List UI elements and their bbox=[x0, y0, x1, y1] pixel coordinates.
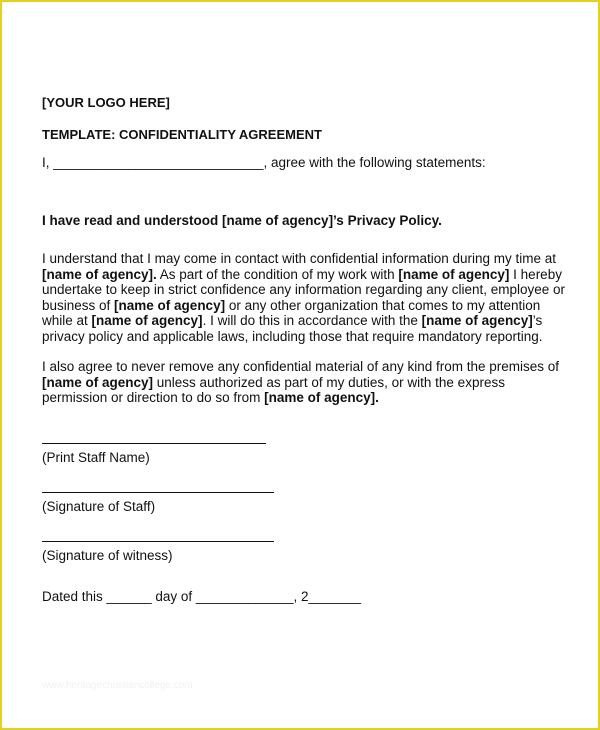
para1-text-5: . I will do this in accordance with the bbox=[202, 313, 422, 328]
signature-staff bbox=[42, 491, 572, 514]
signature-line[interactable] bbox=[42, 491, 274, 493]
para2-agency-2: [name of agency]. bbox=[264, 390, 379, 405]
signature-line[interactable] bbox=[42, 442, 266, 444]
document-title: TEMPLATE: CONFIDENTIALITY AGREEMENT bbox=[42, 127, 322, 142]
para1-agency-3: [name of agency] bbox=[114, 297, 226, 313]
signature-label: (Print Staff Name) bbox=[42, 449, 150, 465]
signature-print-name bbox=[42, 442, 572, 465]
signature-witness bbox=[42, 540, 572, 563]
para2-text-1: I also agree to never remove any confidential material of any kind from the premises of bbox=[42, 359, 560, 374]
signature-label: (Signature of witness) bbox=[42, 547, 173, 563]
signature-label: (Signature of Staff) bbox=[42, 498, 156, 514]
confidentiality-paragraph bbox=[42, 251, 572, 344]
dated-line: Dated this ______ day of _____________, 2_______ bbox=[42, 588, 362, 604]
logo-placeholder: [YOUR LOGO HERE] bbox=[42, 95, 170, 110]
para1-agency-1: [name of agency]. bbox=[42, 266, 157, 282]
para1-agency-2: [name of agency] bbox=[398, 266, 510, 282]
para1-text-3: I hereby undertake to keep in strict confidence any information regarding any client, employee or business of bbox=[42, 266, 566, 313]
para1-text-2: As part of the condition of my work with bbox=[156, 266, 399, 282]
intro-name-blank: ____________________________ bbox=[53, 155, 264, 170]
signature-line[interactable] bbox=[42, 540, 274, 542]
intro-suffix: , agree with the following statements: bbox=[263, 155, 486, 170]
watermark-text: www.heritagechristiancollege.com bbox=[42, 680, 193, 691]
intro-prefix: I, bbox=[42, 155, 54, 170]
material-removal-paragraph bbox=[42, 359, 572, 406]
para1-text-6: ’s privacy policy and applicable laws, including those that require mandatory reporting. bbox=[42, 313, 543, 344]
para1-text-1: I understand that I may come in contact with confidential information during my time at bbox=[42, 251, 557, 266]
para2-agency-1: [name of agency] bbox=[42, 374, 154, 390]
privacy-policy-heading: I have read and understood [name of agency]’s Privacy Policy. bbox=[42, 213, 442, 228]
intro-statement bbox=[42, 155, 572, 170]
para1-text-4: or any other organization that comes to my attention while at bbox=[42, 297, 541, 328]
document-content bbox=[42, 95, 572, 604]
para2-text-2: unless authorized as part of my duties, or with the express permission or direction to do so from bbox=[42, 374, 505, 405]
para1-agency-5: [name of agency] bbox=[421, 313, 533, 328]
para1-agency-4: [name of agency] bbox=[91, 313, 203, 328]
